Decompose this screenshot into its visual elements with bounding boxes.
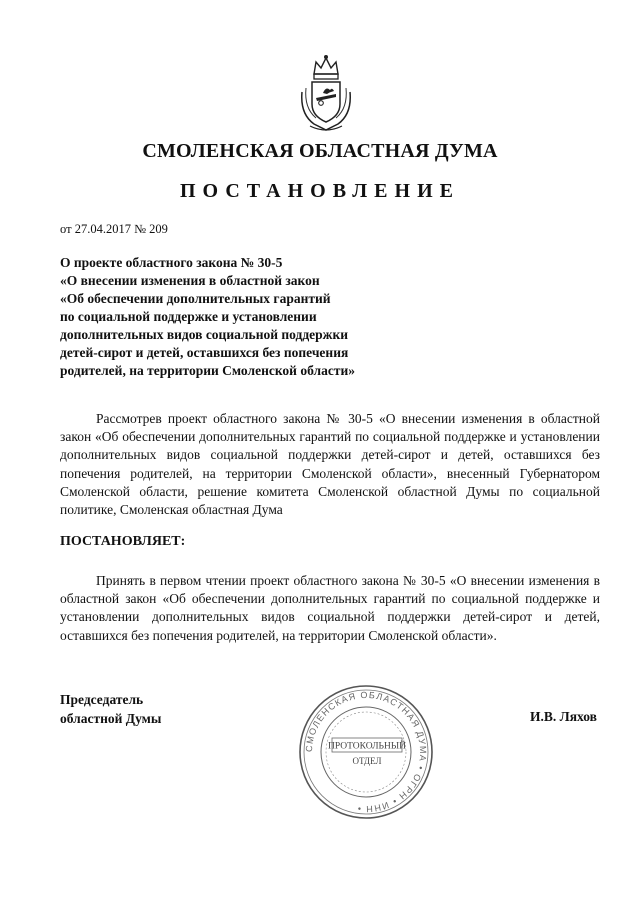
signatory-position — [60, 690, 161, 728]
seal-center-text-line2: ОТДЕЛ — [352, 756, 382, 766]
subject-line: «Об обеспечении дополнительных гарантий — [60, 291, 331, 306]
number-prefix: № — [134, 222, 146, 236]
position-line: Председатель — [60, 692, 144, 707]
document-date: 27.04.2017 — [74, 222, 131, 236]
date-prefix: от — [60, 222, 72, 236]
organization-title: СМОЛЕНСКАЯ ОБЛАСТНАЯ ДУМА — [142, 140, 498, 162]
subject-line: О проекте областного закона № 30-5 — [60, 255, 283, 270]
smolensk-coat-of-arms-icon — [296, 52, 356, 134]
resolves-heading: ПОСТАНОВЛЯЕТ: — [60, 534, 186, 549]
resolution-paragraph: Принять в первом чтении проект областного закона № 30-5 «О внесении изменения в областной закон «Об обеспечении дополнительных гарантий по социальной поддержке и установлении дополнительных видов социальной поддержки детей-сирот и детей, оставшихся без попечения родителей, на территории Смоленской области». — [60, 573, 600, 643]
position-line: областной Думы — [60, 711, 162, 726]
document-number: 209 — [149, 222, 168, 236]
seal-center-text-line1: ПРОТОКОЛЬНЫЙ — [327, 741, 407, 752]
subject-line: дополнительных видов социальной поддержки — [60, 327, 349, 342]
subject-line: родителей, на территории Смоленской области» — [60, 363, 355, 378]
preamble-paragraph: Рассмотрев проект областного закона № 30-5 «О внесении изменения в областной закон «Об обеспечении дополнительных гарантий по социальной поддержке и установлении дополнительных видов социальной поддержки детей-сирот и детей, оставшихся без попечения родителей, на территории Смоленской области», внесенный Губернатором Смоленской области, решение комитета Смоленской областной Думы по социальной политике, Смоленская областная Дума — [60, 411, 600, 518]
seal-ring-text: СМОЛЕНСКАЯ ОБЛАСТНАЯ ДУМА • ОГРН • ИНН • — [303, 689, 429, 815]
signatory-name: И.В. Ляхов — [530, 709, 597, 724]
official-round-seal-icon — [296, 682, 436, 822]
subject-line: детей-сирот и детей, оставшихся без попечения — [60, 345, 349, 360]
document-subject — [60, 254, 420, 380]
subject-line: «О внесении изменения в областной закон — [60, 273, 320, 288]
subject-line: по социальной поддержке и установлении — [60, 309, 317, 324]
document-type-heading: ПОСТАНОВЛЕНИЕ — [180, 180, 460, 202]
document-date-number — [60, 222, 168, 237]
